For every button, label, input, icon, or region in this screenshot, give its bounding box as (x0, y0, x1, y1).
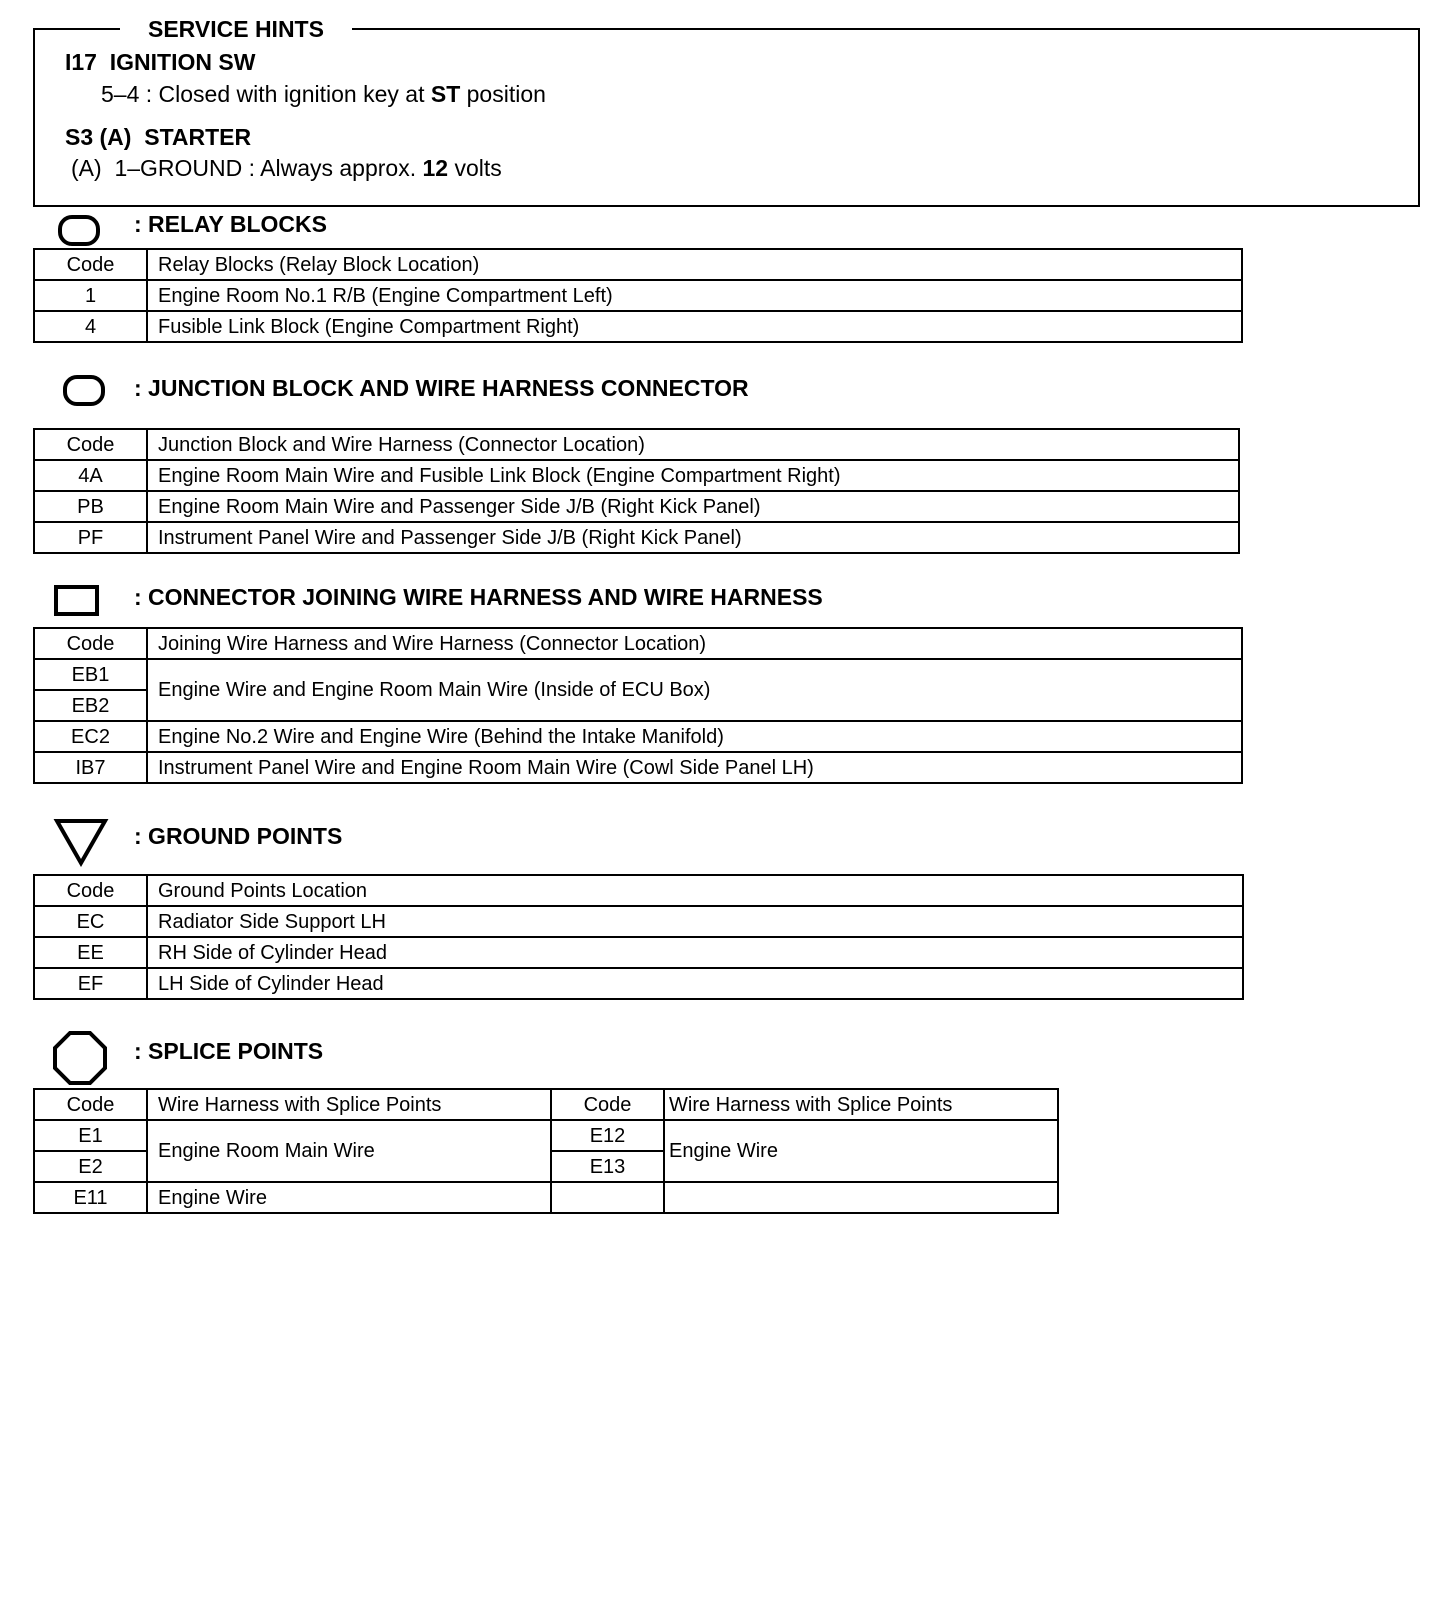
location-cell: LH Side of Cylinder Head (147, 968, 1243, 999)
code-cell: 4 (34, 311, 147, 342)
location-cell: Fusible Link Block (Engine Compartment Right) (147, 311, 1242, 342)
location-cell: Engine No.2 Wire and Engine Wire (Behind the Intake Manifold) (147, 721, 1242, 752)
ground-point-icon (53, 817, 109, 867)
relay-block-icon (57, 213, 103, 247)
splice-points-table (33, 1088, 1059, 1214)
location-cell: Radiator Side Support LH (147, 906, 1243, 937)
connector-table (33, 627, 1243, 784)
code-cell: 4A (34, 460, 147, 491)
junction-block-title: : JUNCTION BLOCK AND WIRE HARNESS CONNECTOR (134, 375, 749, 401)
harness-cell: Engine Wire (147, 1182, 551, 1213)
table-row (34, 721, 1242, 752)
table-header-row (34, 1089, 1058, 1120)
location-cell: Engine Room No.1 R/B (Engine Compartment Left) (147, 280, 1242, 311)
harness-cell: Engine Wire (664, 1120, 1058, 1182)
header-code: Code (34, 1089, 147, 1120)
code-cell: IB7 (34, 752, 147, 783)
code-cell: E1 (34, 1120, 147, 1151)
table-header-row (34, 429, 1239, 460)
starter-hint (71, 154, 502, 182)
code-cell: E12 (551, 1120, 664, 1151)
header-location: Joining Wire Harness and Wire Harness (Connector Location) (147, 628, 1242, 659)
table-row (34, 968, 1243, 999)
table-row (34, 460, 1239, 491)
connector-title: : CONNECTOR JOINING WIRE HARNESS AND WIRE HARNESS (134, 584, 823, 610)
starter-hint-suffix: volts (448, 155, 502, 181)
header-code: Code (551, 1089, 664, 1120)
header-harness: Wire Harness with Splice Points (147, 1089, 551, 1120)
table-header-row (34, 628, 1242, 659)
location-cell: Engine Room Main Wire and Fusible Link Block (Engine Compartment Right) (147, 460, 1239, 491)
table-row (34, 1120, 1058, 1151)
table-row (34, 311, 1242, 342)
table-header-row (34, 249, 1242, 280)
code-cell: EC (34, 906, 147, 937)
ignition-sw-heading: I17 IGNITION SW (65, 49, 256, 75)
code-cell: EB1 (34, 659, 147, 690)
ignition-sw-hint-suffix: position (460, 81, 546, 107)
header-code: Code (34, 628, 147, 659)
header-code: Code (34, 875, 147, 906)
code-cell: E2 (34, 1151, 147, 1182)
header-code: Code (34, 429, 147, 460)
table-row (34, 659, 1242, 690)
code-cell: E11 (34, 1182, 147, 1213)
junction-block-table (33, 428, 1240, 554)
location-cell: Instrument Panel Wire and Engine Room Main Wire (Cowl Side Panel LH) (147, 752, 1242, 783)
table-row (34, 522, 1239, 553)
relay-blocks-table (33, 248, 1243, 343)
location-cell: Engine Wire and Engine Room Main Wire (Inside of ECU Box) (147, 659, 1242, 721)
table-row (34, 906, 1243, 937)
ignition-sw-hint-text: 5–4 : Closed with ignition key at (101, 81, 431, 107)
code-cell: EF (34, 968, 147, 999)
code-cell: PF (34, 522, 147, 553)
ignition-sw-hint (101, 80, 546, 108)
connector-icon (53, 584, 101, 618)
table-row (34, 280, 1242, 311)
code-cell: PB (34, 491, 147, 522)
table-row (34, 752, 1242, 783)
empty-cell (551, 1182, 664, 1213)
header-location: Relay Blocks (Relay Block Location) (147, 249, 1242, 280)
code-cell: EC2 (34, 721, 147, 752)
header-location: Junction Block and Wire Harness (Connector Location) (147, 429, 1239, 460)
header-harness: Wire Harness with Splice Points (664, 1089, 1058, 1120)
ground-points-table (33, 874, 1244, 1000)
table-row (34, 491, 1239, 522)
location-cell: Instrument Panel Wire and Passenger Side J/B (Right Kick Panel) (147, 522, 1239, 553)
table-header-row (34, 875, 1243, 906)
table-row (34, 1182, 1058, 1213)
splice-points-title: : SPLICE POINTS (134, 1038, 324, 1064)
location-cell: RH Side of Cylinder Head (147, 937, 1243, 968)
harness-cell: Engine Room Main Wire (147, 1120, 551, 1182)
starter-hint-text: (A) 1–GROUND : Always approx. (71, 155, 423, 181)
table-row (34, 937, 1243, 968)
junction-block-icon (62, 374, 108, 408)
header-code: Code (34, 249, 147, 280)
empty-cell (664, 1182, 1058, 1213)
ground-points-title: : GROUND POINTS (134, 823, 343, 849)
relay-blocks-title: : RELAY BLOCKS (134, 211, 327, 237)
ignition-sw-hint-bold: ST (430, 81, 461, 107)
code-cell: 1 (34, 280, 147, 311)
code-cell: E13 (551, 1151, 664, 1182)
code-cell: EE (34, 937, 147, 968)
location-cell: Engine Room Main Wire and Passenger Side J/B (Right Kick Panel) (147, 491, 1239, 522)
code-cell: EB2 (34, 690, 147, 721)
starter-heading: S3 (A) STARTER (65, 124, 252, 150)
service-hints-box (33, 16, 1420, 207)
header-location: Ground Points Location (147, 875, 1243, 906)
service-hints-title: SERVICE HINTS (120, 14, 352, 44)
splice-point-icon (52, 1030, 108, 1086)
starter-hint-bold: 12 (422, 155, 449, 181)
